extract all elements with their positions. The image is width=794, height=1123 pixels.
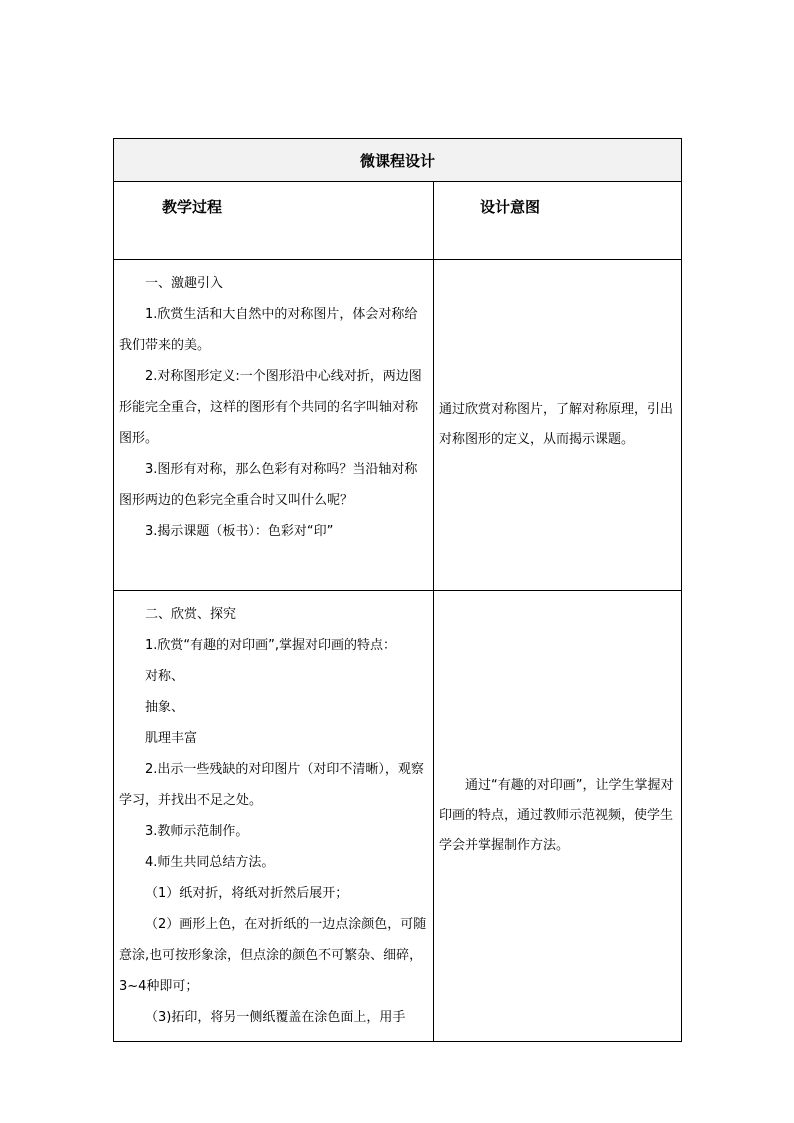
section2-heading: 二、欣赏、探究 <box>145 607 237 622</box>
section2-feature1: 对称、 <box>145 669 185 684</box>
section1-intent-cell <box>434 260 682 591</box>
section2-step2: （2）画形上色，在对折纸的一边点涂颜色，可随意涂,也可按形象涂，但点涂的颜色不可繁杂、细碎，3~4种即可； <box>119 917 427 994</box>
section2-item3: 3.教师示范制作。 <box>145 824 249 839</box>
section2-intent: 通过“有趣的对印画”，让学生掌握对印画的特点，通过教师示范视频，使学生学会并掌握制作方法。 <box>439 778 674 853</box>
section2-step3: （3)拓印，将另一侧纸覆盖在涂色面上，用手 <box>145 1010 406 1025</box>
column-header-intent: 设计意图 <box>434 182 682 260</box>
section1-item1: 1.欣赏生活和大自然中的对称图片，体会对称给我们带来的美。 <box>119 307 418 353</box>
section2-process-cell <box>114 591 434 1042</box>
section2-feature2: 抽象、 <box>145 700 185 715</box>
lesson-design-table <box>113 138 682 1042</box>
section1-process-cell <box>114 260 434 591</box>
section1-intent: 通过欣赏对称图片，了解对称原理，引出对称图形的定义，从而揭示课题。 <box>439 402 674 447</box>
section1-item2: 2.对称图形定义:一个图形沿中心线对折，两边图形能完全重合，这样的图形有个共同的名字叫轴对称图形。 <box>119 369 422 446</box>
section2-feature3: 肌理丰富 <box>145 731 198 746</box>
section2-item2: 2.出示一些残缺的对印图片（对印不清晰），观察学习，并找出不足之处。 <box>119 762 424 808</box>
section2-item4: 4.师生共同总结方法。 <box>145 855 275 870</box>
section1-item3: 3.图形有对称，那么色彩有对称吗？当沿轴对称图形两边的色彩完全重合时又叫什么呢？ <box>119 462 418 508</box>
section1-heading: 一、激趣引入 <box>145 276 224 291</box>
section2-item1: 1.欣赏“有趣的对印画”,掌握对印画的特点： <box>145 638 397 653</box>
section2-step1: （1）纸对折，将纸对折然后展开； <box>145 886 349 901</box>
column-header-process: 教学过程 <box>114 182 434 260</box>
section2-intent-cell <box>434 591 682 1042</box>
section1-item4: 3.揭示课题（板书）：色彩对“印” <box>145 524 334 539</box>
table-title: 微课程设计 <box>114 139 682 182</box>
